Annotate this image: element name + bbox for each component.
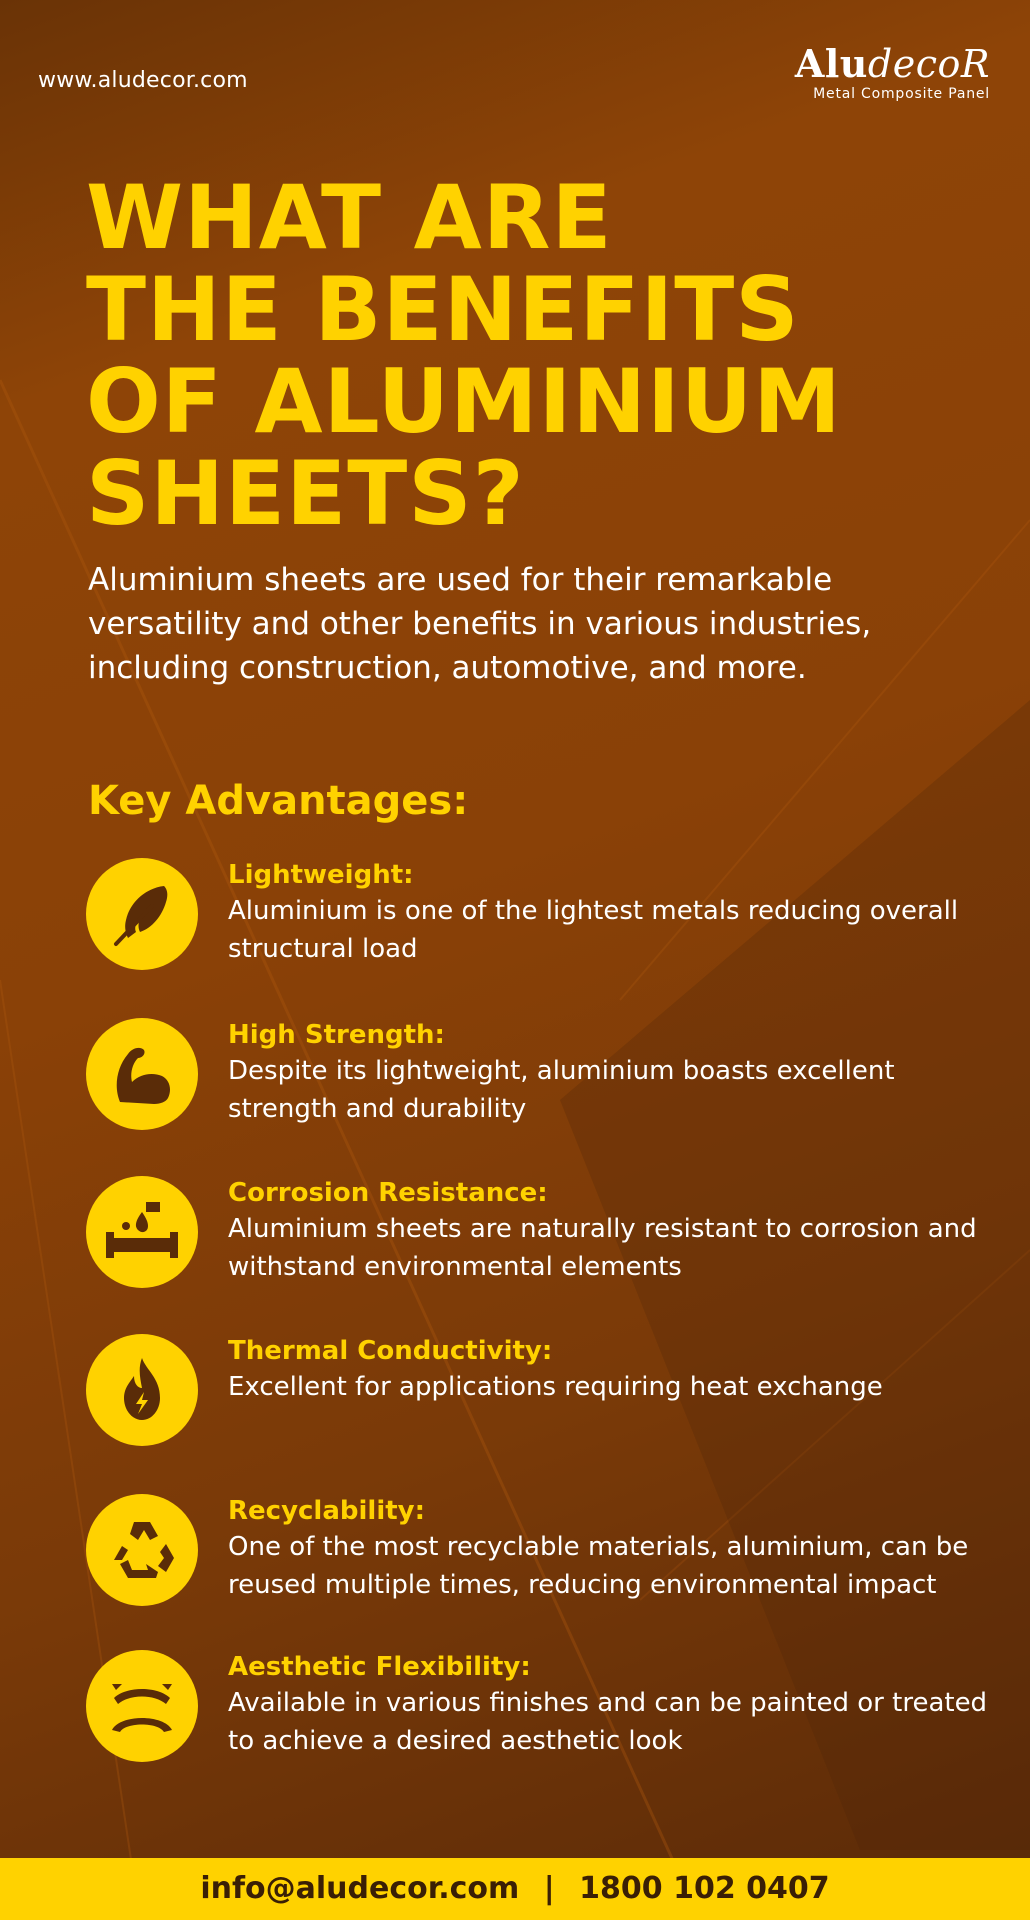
feather-icon [86,858,198,970]
logo-wordmark [794,41,990,86]
intro-paragraph: Aluminium sheets are used for their remarkable versatility and other benefits in various industries, including construction, automotive, and more. [88,562,872,686]
flame-icon [86,1334,198,1446]
benefit-description: Aluminium sheets are naturally resistant to corrosion and withstand environmental elements [228,1214,977,1282]
logo-wordmark-alu: Alu [794,41,868,86]
benefit-description: Despite its lightweight, aluminium boasts excellent strength and durability [228,1056,895,1124]
benefit-text [228,1494,998,1604]
benefit-title: Corrosion Resistance: [228,1178,548,1208]
key-advantages-heading: Key Advantages: [88,778,469,824]
logo-wordmark-decor: decoR [867,42,990,86]
benefit-text [228,1650,998,1760]
aludecor-logo [794,41,990,102]
benefit-title: Thermal Conductivity: [228,1336,553,1366]
title-line-1: WHAT ARE [86,166,613,269]
footer-email[interactable]: info@aludecor.com [200,1871,520,1906]
benefit-text [228,1334,998,1406]
benefit-title: Aesthetic Flexibility: [228,1652,531,1682]
benefit-text [228,858,998,968]
curved-panel-icon [86,1650,198,1762]
recycle-icon [86,1494,198,1606]
benefit-text [228,1018,998,1128]
benefit-title: Recyclability: [228,1496,426,1526]
flexed-arm-icon [86,1018,198,1130]
footer-separator: | [543,1871,555,1906]
page-title [86,166,986,545]
website-url[interactable]: www.aludecor.com [38,68,248,93]
title-line-2: THE BENEFITS [86,258,800,361]
title-line-4: SHEETS? [86,442,525,545]
title-line-3: OF ALUMINIUM [86,350,842,453]
benefit-description: Aluminium is one of the lightest metals reducing overall structural load [228,896,959,964]
benefit-text [228,1176,998,1286]
leaking-pipe-icon [86,1176,198,1288]
contact-footer [0,1858,1030,1920]
benefit-description: Available in various finishes and can be painted or treated to achieve a desired aesthetic look [228,1688,988,1756]
footer-phone[interactable]: 1800 102 0407 [579,1871,830,1906]
benefit-title: High Strength: [228,1020,445,1050]
logo-tagline: Metal Composite Panel [813,86,990,102]
benefit-description: Excellent for applications requiring heat exchange [228,1372,883,1402]
benefit-title: Lightweight: [228,860,414,890]
benefit-description: One of the most recyclable materials, aluminium, can be reused multiple times, reducing environmental impact [228,1532,969,1600]
